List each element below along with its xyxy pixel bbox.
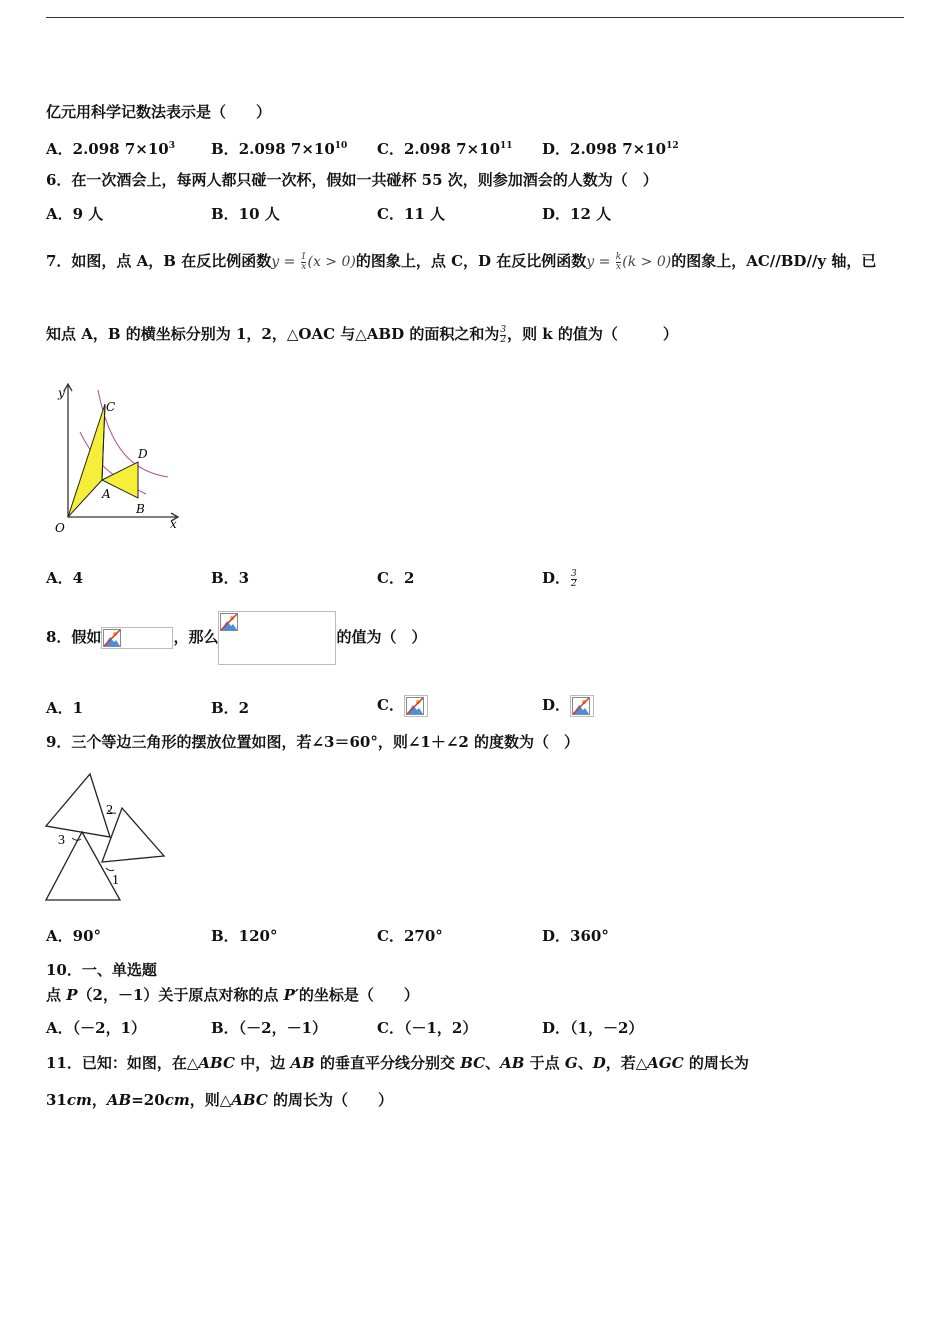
q9-option-b[interactable]: B．120° <box>211 927 278 945</box>
q7-option-a[interactable]: A．4 <box>46 569 84 587</box>
q5-option-b[interactable]: B．2.098 $7\times 10^{10}$ <box>211 140 348 158</box>
q7-option-c[interactable]: C．2 <box>377 569 415 587</box>
q7-stem-line2: 知点 A，B 的横坐标分别为 1，2，△OAC 与△ABD 的面积之和为$\frac{3}{2}$ ，则 k 的值为（ ） <box>46 324 678 345</box>
q8-option-d-image <box>570 695 594 717</box>
fig-angle-1: 1 <box>112 873 119 888</box>
q6-option-b[interactable]: B．10 人 <box>211 205 280 223</box>
q6-option-a[interactable]: A．9 人 <box>46 205 104 223</box>
q8-option-d[interactable]: D． <box>542 695 594 717</box>
q10-option-a[interactable]: A．（－2，1） <box>46 1019 147 1037</box>
q11-stem-line2: 31cm，AB=20cm，则△ABC 的周长为（ ） <box>46 1091 394 1109</box>
fig-label-d: D <box>138 447 148 461</box>
q9-option-d[interactable]: D．360° <box>542 927 609 945</box>
q7-stem-line1: 7．如图，点 A，B 在反比例函数$y = \frac{1}{x}$ (x > 0)的图象上，点 C，D 在反比例函数$y = \frac{k}{x}$ (k > 0)的图象上，AC//BD//y 轴，已 <box>46 251 877 272</box>
broken-image-icon <box>103 629 121 647</box>
q7-formula-1: $y = \frac{1}{x}$ (x > 0) <box>271 251 356 272</box>
q9-option-a[interactable]: A．90° <box>46 927 102 945</box>
q8-option-b[interactable]: B．2 <box>211 699 250 717</box>
q9-option-c[interactable]: C．270° <box>377 927 443 945</box>
q8-image-placeholder-2 <box>218 611 336 665</box>
fig-label-y: y <box>58 386 65 400</box>
q8-stem: 8．假如 ，那么 的值为（ ） <box>46 610 426 664</box>
q10-option-c[interactable]: C．（－1，2） <box>377 1019 478 1037</box>
q7-option-d[interactable]: D．$\frac{3}{2}$ <box>542 568 577 589</box>
fig-label-o: O <box>55 521 65 535</box>
broken-image-icon <box>572 697 590 715</box>
q7-option-b[interactable]: B．3 <box>211 569 250 587</box>
q5-stem: 亿元用科学记数法表示是（ ） <box>46 103 272 121</box>
q8-option-c-image <box>404 695 428 717</box>
q6-option-d[interactable]: D．12 人 <box>542 205 612 223</box>
q5-option-d[interactable]: D．2.098 $7\times 10^{12}$ <box>542 140 679 158</box>
header-rule <box>46 17 904 18</box>
q5-option-a[interactable]: A．2.098 $7\times 10^3$ <box>46 140 175 158</box>
fig-label-x: x <box>170 517 177 531</box>
q6-stem: 6．在一次酒会上，每两人都只碰一次杯，假如一共碰杯 55 次，则参加酒会的人数为（ ） <box>46 171 658 189</box>
q7-fraction: $\frac{3}{2}$ <box>500 324 507 345</box>
q8-option-a[interactable]: A．1 <box>46 699 84 717</box>
broken-image-icon <box>220 613 238 631</box>
q8-image-placeholder-1 <box>101 627 173 649</box>
q7-formula-2: $y = \frac{k}{x}$ (k > 0) <box>586 251 672 272</box>
fig-label-a: A <box>102 487 111 501</box>
q10-option-d[interactable]: D．（1，－2） <box>542 1019 644 1037</box>
fig-angle-3: 3 <box>58 833 65 848</box>
q8-option-c[interactable]: C． <box>377 695 428 717</box>
q10-stem: 点 P（2，－1）关于原点对称的点 P′的坐标是（ ） <box>46 986 419 1004</box>
broken-image-icon <box>406 697 424 715</box>
q5-option-c[interactable]: C．2.098 $7\times 10^{11}$ <box>377 140 513 158</box>
q6-option-c[interactable]: C．11 人 <box>377 205 446 223</box>
fig-label-c: C <box>106 400 116 414</box>
q9-stem: 9．三个等边三角形的摆放位置如图，若∠3＝60°，则∠1＋∠2 的度数为（ ） <box>46 733 580 751</box>
q9-figure <box>44 772 168 904</box>
q10-option-b[interactable]: B．（－2，－1） <box>211 1019 328 1037</box>
fig-label-b: B <box>136 502 145 516</box>
q11-stem-line1: 11．已知：如图，在△ABC 中，边 AB 的垂直平分线分别交 BC、AB 于点 G、D，若△AGC 的周长为 <box>46 1054 749 1072</box>
q10-header: 10．一、单选题 <box>46 961 157 979</box>
q7-figure <box>50 382 185 540</box>
fig-angle-2: 2 <box>106 803 113 818</box>
